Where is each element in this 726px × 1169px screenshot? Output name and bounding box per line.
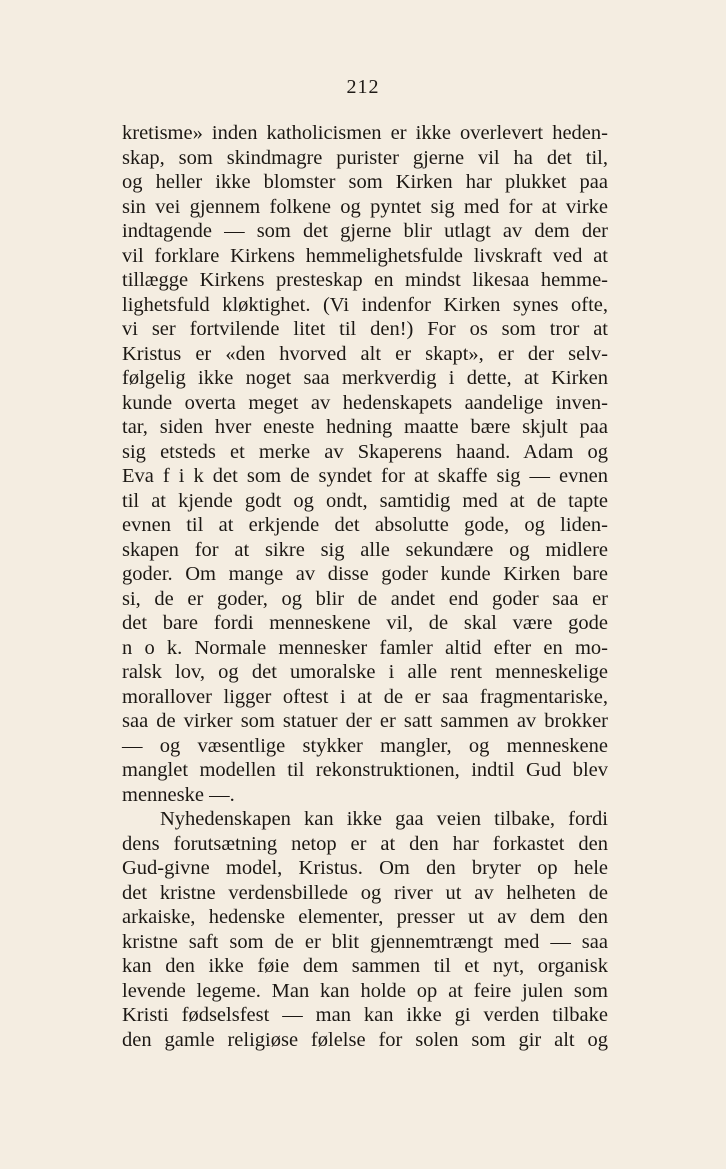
text-line: det bare fordi menneskene vil, de skal være gode	[122, 612, 608, 634]
text-line: indtagende — som det gjerne blir utlagt av dem der	[122, 220, 608, 242]
text-line: n o k. Normale mennesker famler altid efter en mo-	[122, 636, 608, 659]
text-line: manglet modellen til rekonstruktionen, indtil Gud blev	[122, 759, 608, 781]
text-line: det kristne verdensbillede og river ut av helheten de	[122, 881, 608, 904]
text-line: dens forutsætning netop er at den har forkastet den	[122, 832, 608, 855]
text-line: goder. Om mange av disse goder kunde Kirken bare	[122, 563, 608, 585]
text-line: Kristi fødselsfest — man kan ikke gi verden tilbake	[122, 1004, 608, 1026]
text-line: — og væsentlige stykker mangler, og menneskene	[122, 734, 608, 757]
text-line: si, de er goder, og blir de andet end goder saa er	[122, 587, 608, 610]
text-line: skapen for at sikre sig alle sekundære og midlere	[122, 538, 608, 561]
text-line: den gamle religiøse følelse for solen som gir alt og	[122, 1028, 608, 1051]
text-line: vi ser fortvilende litet til den!) For os som tror at	[122, 318, 608, 340]
text-line: levende legeme. Man kan holde op at feire julen som	[122, 979, 608, 1002]
text-line: Nyhedenskapen kan ikke gaa veien tilbake, fordi	[160, 808, 608, 830]
text-line: menneske —.	[122, 783, 235, 806]
text-line: lighetsfuld kløktighet. (Vi indenfor Kirken synes ofte,	[122, 293, 608, 316]
text-line: sig etsteds et merke av Skaperens haand. Adam og	[122, 440, 608, 463]
text-line: tillægge Kirkens presteskap en mindst likesaa hemme-	[122, 269, 608, 291]
text-line: evnen til at erkjende det absolutte gode, og liden-	[122, 514, 608, 536]
text-line: kunde overta meget av hedenskapets aandelige inven-	[122, 391, 608, 414]
paragraph	[122, 807, 608, 1052]
text-line: kretisme» inden katholicismen er ikke overlevert heden-	[122, 122, 608, 144]
text-line: sin vei gjennem folkene og pyntet sig med for at virke	[122, 195, 608, 218]
text-line: arkaiske, hedenske elementer, presser ut av dem den	[122, 906, 608, 928]
text-line: vil forklare Kirkens hemmelighetsfulde livskraft ved at	[122, 244, 608, 267]
text-line: ralsk lov, og det umoralske i alle rent menneskelige	[122, 661, 608, 683]
text-line: kan den ikke føie dem sammen til et nyt, organisk	[122, 955, 608, 977]
text-line: morallover ligger oftest i at de er saa fragmentariske,	[122, 685, 608, 708]
text-line: Gud-givne model, Kristus. Om den bryter op hele	[122, 857, 608, 879]
text-line: Kristus er «den hvorved alt er skapt», er der selv-	[122, 342, 608, 365]
text-line: kristne saft som de er blit gjennemtrængt med — saa	[122, 930, 608, 953]
text-line: følgelig ikke noget saa merkverdig i dette, at Kirken	[122, 367, 608, 389]
text-line: til at kjende godt og ondt, samtidig med at de tapte	[122, 489, 608, 512]
text-line: og heller ikke blomster som Kirken har plukket paa	[122, 171, 608, 193]
text-line: skap, som skindmagre purister gjerne vil ha det til,	[122, 146, 608, 169]
text-line: tar, siden hver eneste hedning maatte bære skjult paa	[122, 416, 608, 438]
text-line: saa de virker som statuer der er satt sammen av brokker	[122, 710, 608, 732]
body-text	[122, 121, 608, 1052]
text-line: Eva f i k det som de syndet for at skaffe sig — evnen	[122, 465, 608, 487]
page-number: 212	[346, 76, 380, 98]
paragraph	[122, 121, 608, 807]
